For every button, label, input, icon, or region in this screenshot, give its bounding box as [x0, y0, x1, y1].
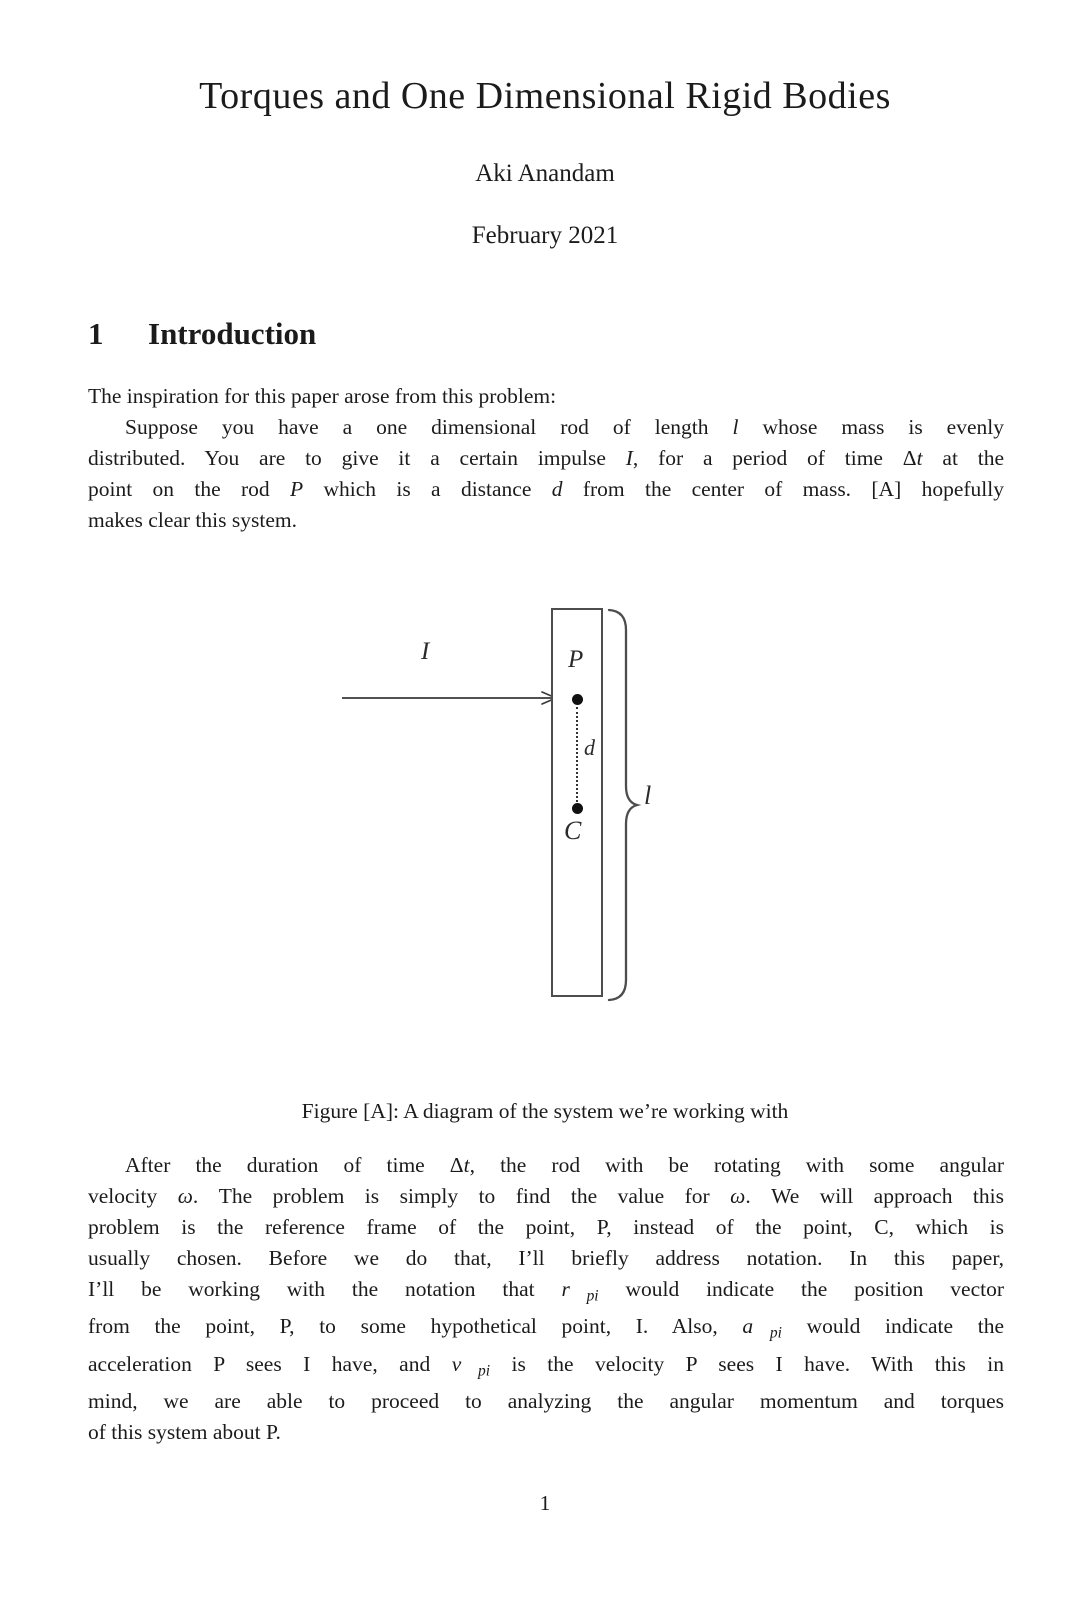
text-line: point on the rod P which is a distance d from the center of mass. [A] hopefully: [88, 477, 1004, 501]
intro-text-block: [88, 381, 1004, 536]
length-label: l: [644, 781, 652, 810]
figure-a: [330, 585, 700, 1015]
impulse-vector-label: I⃗: [421, 638, 449, 665]
intro-paragraph-1: [88, 381, 1004, 412]
text-line: mind, we are able to proceed to analyzing the angular momentum and torques: [88, 1388, 1004, 1413]
text-line: distributed. You are to give it a certain impulse I, for a period of time Δt at the: [88, 446, 1004, 470]
intro-paragraph-3: [88, 1150, 1004, 1448]
distance-label: d: [584, 735, 595, 760]
text-line: After the duration of time Δt, the rod with be rotating with some angular: [125, 1153, 1004, 1177]
page-number: 1: [539, 1491, 551, 1515]
intro-paragraph-2: [88, 412, 1004, 536]
text-line: The inspiration for this paper arose from this problem:: [88, 384, 557, 408]
section-heading: [88, 316, 316, 352]
center-of-mass-label: C: [564, 816, 582, 845]
impulse-arrow: [342, 690, 560, 706]
length-brace: [606, 606, 644, 1004]
text-line: Suppose you have a one dimensional rod of length l whose mass is evenly: [125, 415, 1004, 439]
text-line: problem is the reference frame of the point, P, instead of the point, C, which is: [88, 1215, 1004, 1239]
text-line: velocity ω. The problem is simply to find the value for ω. We will approach this: [88, 1184, 1004, 1208]
section-number: 1: [88, 316, 104, 351]
point-c-dot: [572, 803, 583, 814]
text-line: usually chosen. Before we do that, I’ll briefly address notation. In this paper,: [88, 1246, 1004, 1270]
paper-author: Aki Anandam: [475, 160, 615, 187]
distance-dotted-line: [576, 707, 578, 802]
figure-caption: Figure [A]: A diagram of the system we’re working with: [301, 1099, 789, 1123]
paper-date: February 2021: [471, 222, 619, 249]
point-p-dot: [572, 694, 583, 705]
text-line: of this system about P.: [88, 1419, 281, 1444]
text-line: from the point, P, to some hypothetical point, I. Also, $a⃗_{pi}$ would indicate the: [88, 1314, 1004, 1342]
section-title: Introduction: [148, 316, 317, 351]
text-line: acceleration P sees I have, and $v⃗_{pi}$ is the velocity P sees I have. With this in: [88, 1351, 1004, 1379]
point-p-label: P: [568, 646, 584, 673]
intro-text-block-2: [88, 1150, 1004, 1448]
text-line: I’ll be working with the notation that $r⃗_{pi}$ would indicate the position vector: [88, 1277, 1004, 1305]
paper-title: Torques and One Dimensional Rigid Bodies: [199, 75, 891, 117]
text-line: makes clear this system.: [88, 508, 297, 532]
